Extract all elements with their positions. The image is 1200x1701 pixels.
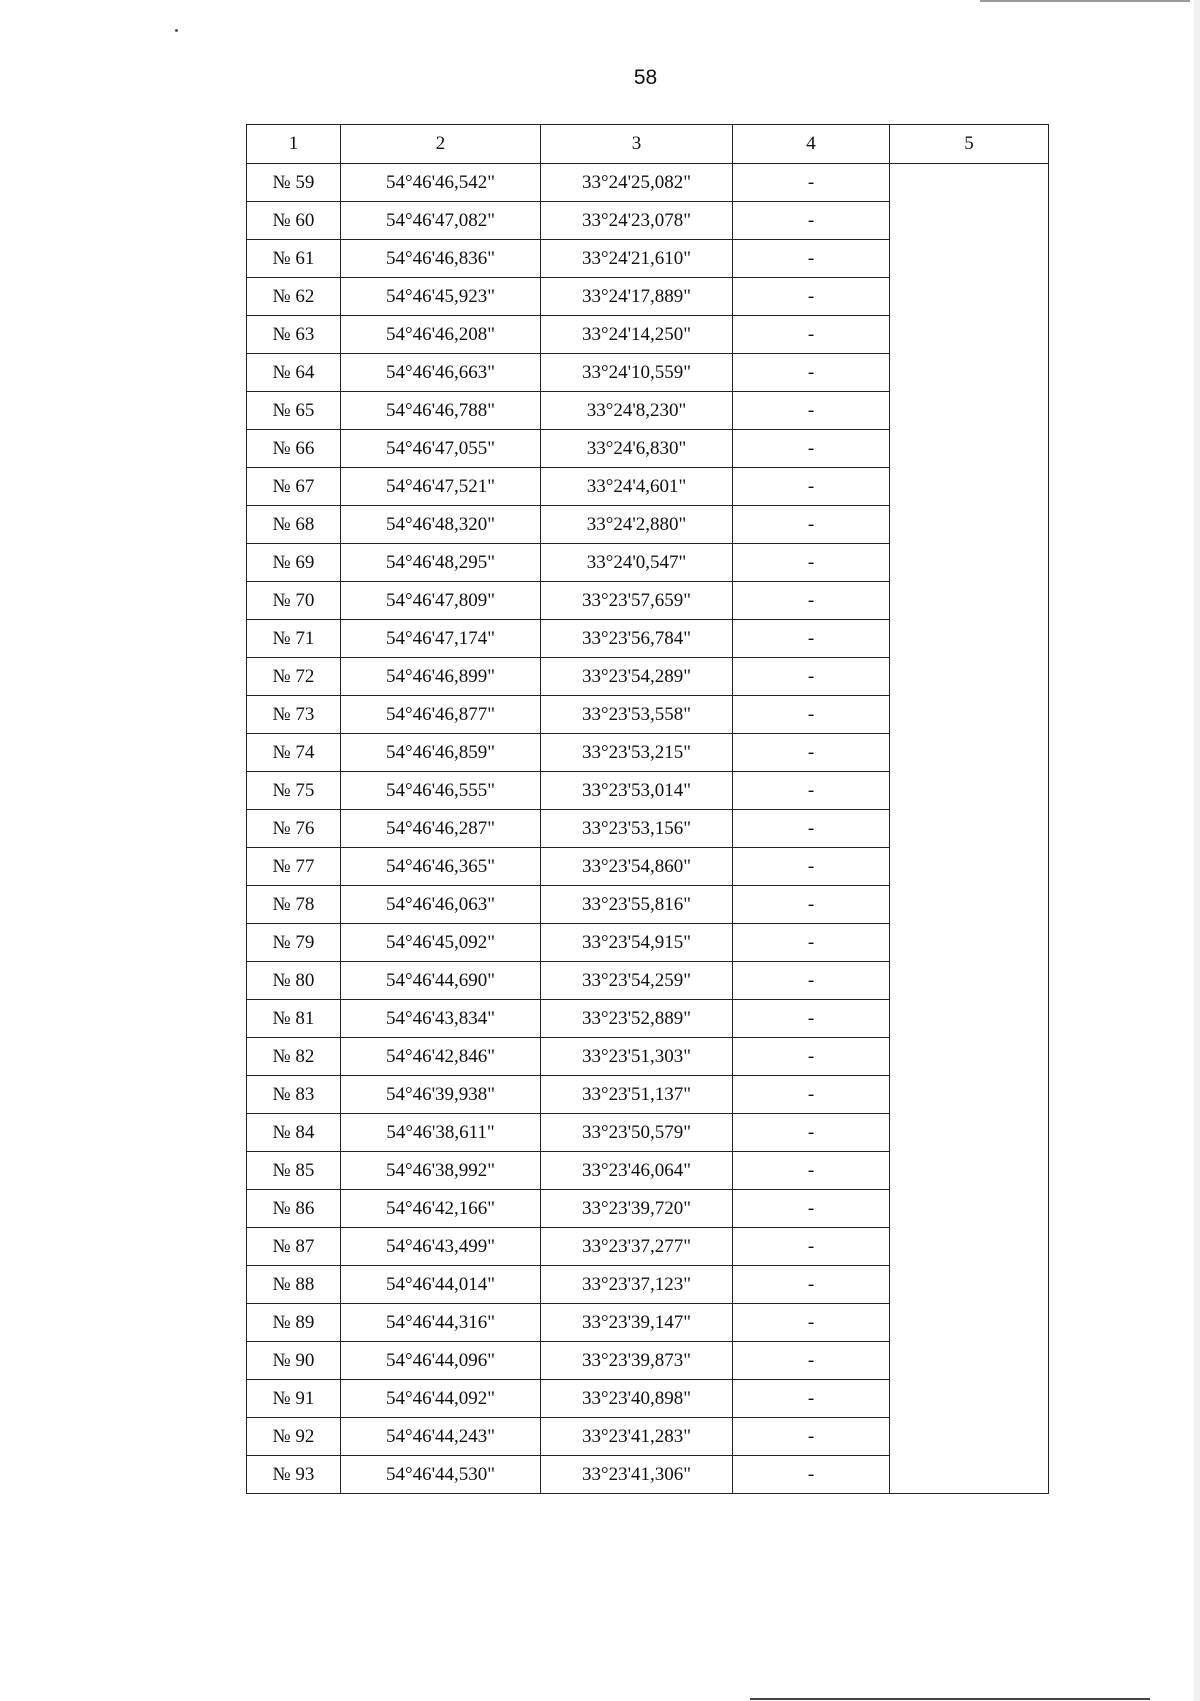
longitude-cell: 33°23'54,259" [541,962,733,1000]
longitude-cell: 33°24'23,078" [541,202,733,240]
latitude-cell: 54°46'44,690" [341,962,541,1000]
column-5-cell [890,164,1049,1494]
longitude-cell: 33°23'41,283" [541,1418,733,1456]
table-row [247,164,1049,202]
longitude-cell: 33°23'56,784" [541,620,733,658]
column-4-cell: - [733,886,890,924]
latitude-cell: 54°46'46,542" [341,164,541,202]
point-number-cell: № 91 [247,1380,341,1418]
header-cell: 1 [247,125,341,164]
longitude-cell: 33°24'8,230" [541,392,733,430]
point-number-cell: № 69 [247,544,341,582]
point-number-cell: № 86 [247,1190,341,1228]
column-4-cell: - [733,1038,890,1076]
point-number-cell: № 85 [247,1152,341,1190]
latitude-cell: 54°46'47,174" [341,620,541,658]
latitude-cell: 54°46'48,295" [341,544,541,582]
column-4-cell: - [733,202,890,240]
longitude-cell: 33°24'25,082" [541,164,733,202]
point-number-cell: № 88 [247,1266,341,1304]
point-number-cell: № 71 [247,620,341,658]
point-number-cell: № 61 [247,240,341,278]
longitude-cell: 33°23'37,123" [541,1266,733,1304]
column-4-cell: - [733,962,890,1000]
point-number-cell: № 68 [247,506,341,544]
latitude-cell: 54°46'46,788" [341,392,541,430]
column-4-cell: - [733,1076,890,1114]
column-4-cell: - [733,1190,890,1228]
point-number-cell: № 73 [247,696,341,734]
longitude-cell: 33°23'39,720" [541,1190,733,1228]
column-4-cell: - [733,772,890,810]
latitude-cell: 54°46'44,243" [341,1418,541,1456]
latitude-cell: 54°46'39,938" [341,1076,541,1114]
point-number-cell: № 81 [247,1000,341,1038]
point-number-cell: № 59 [247,164,341,202]
latitude-cell: 54°46'47,809" [341,582,541,620]
latitude-cell: 54°46'45,092" [341,924,541,962]
point-number-cell: № 89 [247,1304,341,1342]
scan-edge-mark [750,1698,1150,1700]
longitude-cell: 33°24'6,830" [541,430,733,468]
latitude-cell: 54°46'46,836" [341,240,541,278]
column-4-cell: - [733,468,890,506]
longitude-cell: 33°24'17,889" [541,278,733,316]
latitude-cell: 54°46'42,846" [341,1038,541,1076]
longitude-cell: 33°23'51,137" [541,1076,733,1114]
column-4-cell: - [733,164,890,202]
column-4-cell: - [733,924,890,962]
longitude-cell: 33°23'53,156" [541,810,733,848]
latitude-cell: 54°46'46,899" [341,658,541,696]
table-header-row [247,125,1049,164]
longitude-cell: 33°23'52,889" [541,1000,733,1038]
longitude-cell: 33°24'21,610" [541,240,733,278]
coordinates-table [246,124,1049,1494]
column-4-cell: - [733,1342,890,1380]
scan-edge-mark [980,0,1190,2]
point-number-cell: № 79 [247,924,341,962]
latitude-cell: 54°46'46,859" [341,734,541,772]
longitude-cell: 33°23'50,579" [541,1114,733,1152]
column-4-cell: - [733,1418,890,1456]
point-number-cell: № 60 [247,202,341,240]
column-4-cell: - [733,240,890,278]
point-number-cell: № 92 [247,1418,341,1456]
point-number-cell: № 77 [247,848,341,886]
column-4-cell: - [733,1228,890,1266]
point-number-cell: № 84 [247,1114,341,1152]
point-number-cell: № 67 [247,468,341,506]
point-number-cell: № 87 [247,1228,341,1266]
latitude-cell: 54°46'47,055" [341,430,541,468]
column-4-cell: - [733,1114,890,1152]
latitude-cell: 54°46'46,365" [341,848,541,886]
longitude-cell: 33°24'14,250" [541,316,733,354]
point-number-cell: № 66 [247,430,341,468]
latitude-cell: 54°46'46,287" [341,810,541,848]
header-cell: 2 [341,125,541,164]
point-number-cell: № 83 [247,1076,341,1114]
longitude-cell: 33°24'4,601" [541,468,733,506]
header-cell: 4 [733,125,890,164]
latitude-cell: 54°46'38,992" [341,1152,541,1190]
point-number-cell: № 70 [247,582,341,620]
column-4-cell: - [733,810,890,848]
longitude-cell: 33°23'53,014" [541,772,733,810]
latitude-cell: 54°46'48,320" [341,506,541,544]
column-4-cell: - [733,1380,890,1418]
point-number-cell: № 93 [247,1456,341,1494]
column-4-cell: - [733,506,890,544]
longitude-cell: 33°23'39,873" [541,1342,733,1380]
column-4-cell: - [733,1304,890,1342]
point-number-cell: № 63 [247,316,341,354]
longitude-cell: 33°23'54,860" [541,848,733,886]
column-4-cell: - [733,848,890,886]
latitude-cell: 54°46'42,166" [341,1190,541,1228]
latitude-cell: 54°46'43,499" [341,1228,541,1266]
point-number-cell: № 72 [247,658,341,696]
column-4-cell: - [733,696,890,734]
latitude-cell: 54°46'47,521" [341,468,541,506]
column-4-cell: - [733,1456,890,1494]
latitude-cell: 54°46'47,082" [341,202,541,240]
point-number-cell: № 80 [247,962,341,1000]
longitude-cell: 33°23'54,915" [541,924,733,962]
column-4-cell: - [733,316,890,354]
page-number: 58 [633,66,658,89]
point-number-cell: № 78 [247,886,341,924]
latitude-cell: 54°46'43,834" [341,1000,541,1038]
latitude-cell: 54°46'44,530" [341,1456,541,1494]
latitude-cell: 54°46'46,063" [341,886,541,924]
latitude-cell: 54°46'46,663" [341,354,541,392]
longitude-cell: 33°23'53,558" [541,696,733,734]
column-4-cell: - [733,1266,890,1304]
longitude-cell: 33°24'2,880" [541,506,733,544]
point-number-cell: № 65 [247,392,341,430]
longitude-cell: 33°23'55,816" [541,886,733,924]
latitude-cell: 54°46'46,555" [341,772,541,810]
latitude-cell: 54°46'46,208" [341,316,541,354]
scan-edge-shadow [1194,0,1200,1701]
scan-speck [175,29,178,32]
point-number-cell: № 76 [247,810,341,848]
header-cell: 3 [541,125,733,164]
longitude-cell: 33°23'40,898" [541,1380,733,1418]
latitude-cell: 54°46'45,923" [341,278,541,316]
longitude-cell: 33°24'0,547" [541,544,733,582]
latitude-cell: 54°46'38,611" [341,1114,541,1152]
point-number-cell: № 75 [247,772,341,810]
longitude-cell: 33°23'54,289" [541,658,733,696]
header-cell: 5 [890,125,1049,164]
column-4-cell: - [733,392,890,430]
table-body [247,164,1049,1494]
column-4-cell: - [733,582,890,620]
longitude-cell: 33°23'53,215" [541,734,733,772]
longitude-cell: 33°23'37,277" [541,1228,733,1266]
latitude-cell: 54°46'44,096" [341,1342,541,1380]
column-4-cell: - [733,354,890,392]
latitude-cell: 54°46'44,092" [341,1380,541,1418]
point-number-cell: № 64 [247,354,341,392]
point-number-cell: № 62 [247,278,341,316]
column-4-cell: - [733,620,890,658]
longitude-cell: 33°23'46,064" [541,1152,733,1190]
column-4-cell: - [733,430,890,468]
longitude-cell: 33°23'39,147" [541,1304,733,1342]
longitude-cell: 33°23'57,659" [541,582,733,620]
column-4-cell: - [733,544,890,582]
longitude-cell: 33°23'51,303" [541,1038,733,1076]
column-4-cell: - [733,278,890,316]
column-4-cell: - [733,658,890,696]
column-4-cell: - [733,1152,890,1190]
point-number-cell: № 90 [247,1342,341,1380]
column-4-cell: - [733,734,890,772]
longitude-cell: 33°23'41,306" [541,1456,733,1494]
point-number-cell: № 74 [247,734,341,772]
latitude-cell: 54°46'46,877" [341,696,541,734]
latitude-cell: 54°46'44,014" [341,1266,541,1304]
column-4-cell: - [733,1000,890,1038]
longitude-cell: 33°24'10,559" [541,354,733,392]
latitude-cell: 54°46'44,316" [341,1304,541,1342]
point-number-cell: № 82 [247,1038,341,1076]
